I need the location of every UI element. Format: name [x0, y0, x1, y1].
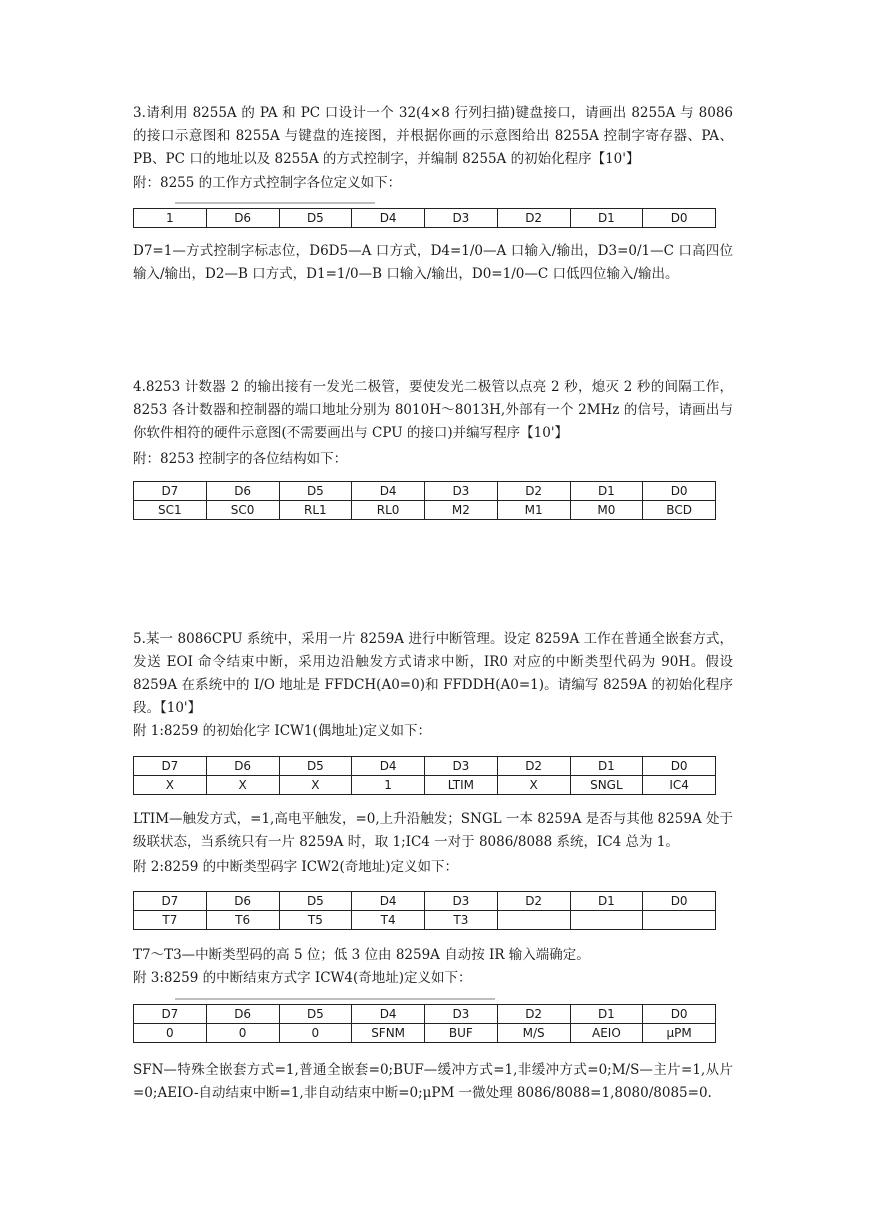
table-cell: 0 [279, 1024, 352, 1043]
table-cell: D0 [643, 1005, 716, 1024]
scan-artifact [175, 202, 375, 204]
table-cell: D6 [206, 482, 279, 501]
table-cell [643, 911, 716, 930]
icw2-note: 附 2:8259 的中断类型码字 ICW2(奇地址)定义如下： [133, 859, 459, 875]
q3-note: 附：8255 的工作方式控制字各位定义如下： [133, 175, 402, 191]
table-row [134, 757, 716, 776]
table-cell: D5 [279, 757, 352, 776]
table-cell: D6 [206, 757, 279, 776]
table-cell: D4 [352, 209, 425, 228]
icw1-note: 附 1:8259 的初始化字 ICW1(偶地址)定义如下： [133, 723, 432, 739]
table-cell: RL1 [279, 501, 352, 520]
q4-note: 附：8253 控制字的各位结构如下： [133, 451, 348, 467]
table-cell: 1 [134, 209, 207, 228]
table-cell: D3 [425, 209, 498, 228]
table-cell: D1 [570, 757, 643, 776]
icw2-description: T7～T3—中断类型码的高 5 位；低 3 位由 8259A 自动按 IR 输入端确定。 [133, 947, 590, 963]
table-cell: T7 [134, 911, 207, 930]
icw4-description: SFN—特殊全嵌套方式=1,普通全嵌套=0;BUF—缓冲方式=1,非缓冲方式=0;M/S—主片=1,从片=0;AEIO-自动结束中断=1,非自动结束中断=0;μPM 一微处理 8086/8088=1,8080/8085=0. [133, 1062, 733, 1101]
table-cell: D0 [643, 209, 716, 228]
table-cell: T3 [425, 911, 498, 930]
table-cell: D4 [352, 1005, 425, 1024]
table-cell: D7 [134, 1005, 207, 1024]
table-cell: 1 [352, 776, 425, 795]
table-row [134, 1024, 716, 1043]
table-cell: LTIM [425, 776, 498, 795]
table-cell: RL0 [352, 501, 425, 520]
table-cell: X [206, 776, 279, 795]
table-row [134, 501, 716, 520]
q5-text: 5.某一 8086CPU 系统中，采用一片 8259A 进行中断管理。设定 8259A 工作在普通全嵌套方式，发送 EOI 命令结束中断，采用边沿触发方式请求中断，IR0 对应的中断类型代码为 90H。假设 8259A 在系统中的 I/O 地址是 FFDCH(A0=0)和 FFDDH(A0=1)。请编写 8259A 的初始化程序段。【10'】 [133, 631, 733, 716]
table-cell: D6 [206, 892, 279, 911]
table-cell: D2 [497, 892, 570, 911]
table-cell: M2 [425, 501, 498, 520]
table-cell: D5 [279, 1005, 352, 1024]
table-cell: D6 [206, 209, 279, 228]
scan-artifact [175, 998, 495, 1000]
table-cell: D3 [425, 757, 498, 776]
table-row [134, 1005, 716, 1024]
table-cell: X [497, 776, 570, 795]
table-cell: D3 [425, 1005, 498, 1024]
table-cell: T5 [279, 911, 352, 930]
table-cell: D0 [643, 892, 716, 911]
icw1-description: LTIM—触发方式，=1,高电平触发，=0,上升沿触发；SNGL 一本 8259A 是否与其他 8259A 处于级联状态，当系统只有一片 8259A 时，取 1;IC4 一对于 8086/8088 系统，IC4 总为 1。 [133, 811, 733, 850]
table-cell: D5 [279, 482, 352, 501]
table-cell: D1 [570, 482, 643, 501]
table-row [134, 892, 716, 911]
table-cell: T4 [352, 911, 425, 930]
table-cell: D0 [643, 482, 716, 501]
table-row [134, 482, 716, 501]
table-cell: M0 [570, 501, 643, 520]
table-cell: D1 [570, 209, 643, 228]
q3-text: 3.请利用 8255A 的 PA 和 PC 口设计一个 32(4×8 行列扫描)键盘接口，请画出 8255A 与 8086 的接口示意图和 8255A 与键盘的连接图，并根据你画的示意图给出 8255A 控制字寄存器、PA、PB、PC 口的地址以及 8255A 的方式控制字，并编制 8255A 的初始化程序【10'】 [133, 105, 733, 167]
table-cell: IC4 [643, 776, 716, 795]
table-cell: BUF [425, 1024, 498, 1043]
table-cell: D6 [206, 1005, 279, 1024]
table-cell: D3 [425, 482, 498, 501]
table-cell: D2 [497, 209, 570, 228]
table-cell: AEIO [570, 1024, 643, 1043]
table-cell [497, 911, 570, 930]
table-cell: D1 [570, 1005, 643, 1024]
table-cell: 0 [206, 1024, 279, 1043]
table-cell: X [134, 776, 207, 795]
icw1-table [133, 756, 716, 795]
table-cell: D2 [497, 757, 570, 776]
table-cell: SC0 [206, 501, 279, 520]
table-cell: SFNM [352, 1024, 425, 1043]
table-cell: D4 [352, 757, 425, 776]
table-cell: D7 [134, 482, 207, 501]
table-cell [570, 911, 643, 930]
table-cell: X [279, 776, 352, 795]
table-row [134, 209, 716, 228]
table-cell: D7 [134, 757, 207, 776]
icw4-table [133, 1004, 716, 1043]
table-cell: SNGL [570, 776, 643, 795]
table-cell: D7 [134, 892, 207, 911]
table-cell: D2 [497, 1005, 570, 1024]
table-cell: M/S [497, 1024, 570, 1043]
table-cell: BCD [643, 501, 716, 520]
icw4-note: 附 3:8259 的中断结束方式字 ICW4(奇地址)定义如下： [133, 970, 472, 986]
q4-control-word-table [133, 481, 716, 520]
table-cell: SC1 [134, 501, 207, 520]
table-cell: D4 [352, 482, 425, 501]
table-cell: D5 [279, 209, 352, 228]
icw2-table [133, 891, 716, 930]
table-cell: D3 [425, 892, 498, 911]
table-cell: D2 [497, 482, 570, 501]
q4-text: 4.8253 计数器 2 的输出接有一发光二极管，要使发光二极管以点亮 2 秒，熄灭 2 秒的间隔工作，8253 各计数器和控制器的端口地址分别为 8010H～8013H,外部有一个 2MHz 的信号，请画出与你软件相符的硬件示意图(不需要画出与 CPU 的接口)并编写程序【10'】 [133, 379, 733, 441]
q3-description: D7=1—方式控制字标志位，D6D5—A 口方式，D4=1/0—A 口输入/输出，D3=0/1—C 口高四位输入/输出，D2—B 口方式，D1=1/0—B 口输入/输出，D0=1/0—C 口低四位输入/输出。 [133, 243, 733, 282]
table-row [134, 911, 716, 930]
table-cell: μPM [643, 1024, 716, 1043]
table-cell: M1 [497, 501, 570, 520]
table-cell: D4 [352, 892, 425, 911]
q3-bit-table [133, 208, 716, 228]
table-cell: D5 [279, 892, 352, 911]
table-row [134, 776, 716, 795]
table-cell: D0 [643, 757, 716, 776]
table-cell: T6 [206, 911, 279, 930]
table-cell: 0 [134, 1024, 207, 1043]
table-cell: D1 [570, 892, 643, 911]
